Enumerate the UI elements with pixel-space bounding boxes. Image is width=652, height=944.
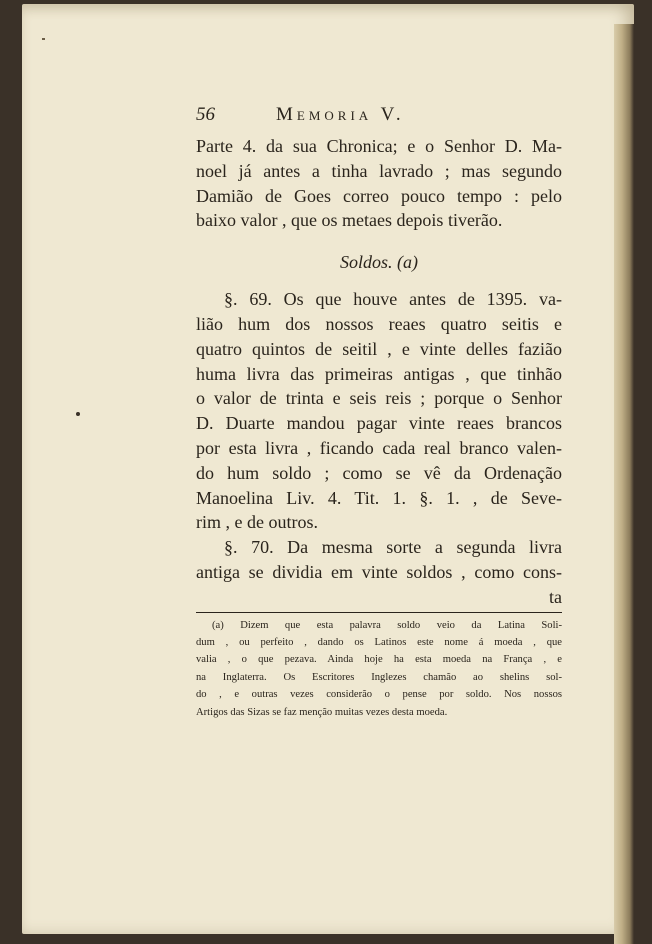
text-line: antiga se dividia em vinte soldos , como cons-	[196, 561, 562, 582]
text-line: por esta livra , ficando cada real branco valen-	[196, 437, 562, 458]
footnote	[196, 617, 562, 721]
text-line: Manoelina Liv. 4. Tit. 1. §. 1. , de Seve-	[196, 487, 562, 508]
section-title: Soldos. (a)	[340, 252, 418, 273]
text-line: D. Duarte mandou pagar vinte reaes brancos	[196, 413, 562, 434]
page-edge	[614, 24, 634, 944]
text-line: §. 69. Os que houve antes de 1395. va-	[224, 289, 562, 310]
page-header	[196, 104, 562, 134]
text-block	[196, 104, 562, 721]
text-line: quatro quintos de seitil , e vinte delles fazião	[196, 338, 562, 359]
footnote-line: do , e outras vezes considerão o pense por soldo. Nos nossos	[196, 689, 562, 701]
ink-spot	[76, 412, 80, 416]
footnote-rule	[196, 612, 562, 613]
text-line: do hum soldo ; como se vê da Ordenação	[196, 462, 562, 483]
text-line: lião hum dos nossos reaes quatro seitis e	[196, 313, 562, 334]
text-line: §. 70. Da mesma sorte a segunda livra	[224, 537, 562, 558]
footnote-line: Artigos das Sizas se faz menção muitas vezes desta moeda.	[196, 706, 448, 718]
footnote-line: dum , ou perfeito , dando os Latinos este nome á moeda , que	[196, 636, 562, 648]
text-line: Parte 4. da sua Chronica; e o Senhor D. Ma-	[196, 136, 562, 156]
running-head: Memoria V.	[276, 104, 405, 125]
paragraph-70	[196, 535, 562, 585]
paragraph-69	[196, 287, 562, 535]
text-line: huma livra das primeiras antigas , que tinhão	[196, 363, 562, 384]
text-line: baixo valor , que os metaes depois tiverão.	[196, 210, 503, 231]
page-number: 56	[196, 104, 215, 125]
text-line: noel já antes a tinha lavrado ; mas segundo	[196, 160, 562, 181]
text-line: Damião de Goes correo pouco tempo : pelo	[196, 185, 562, 206]
margin-mark	[42, 38, 45, 40]
footnote-line: valia , o que pezava. Ainda hoje ha esta moeda na França , e	[196, 654, 562, 666]
text-line: rim , e de outros.	[196, 512, 318, 533]
footnote-line: na Inglaterra. Os Escritores Inglezes chamão ao shelins sol-	[196, 671, 562, 683]
text-line: o valor de trinta e seis reis ; porque o Senhor	[196, 388, 562, 409]
footnote-line: (a) Dizem que esta palavra soldo veio da Latina Soli-	[212, 619, 562, 631]
book-page	[22, 4, 634, 934]
paragraph-1	[196, 134, 562, 233]
catchword: ta	[549, 586, 562, 607]
